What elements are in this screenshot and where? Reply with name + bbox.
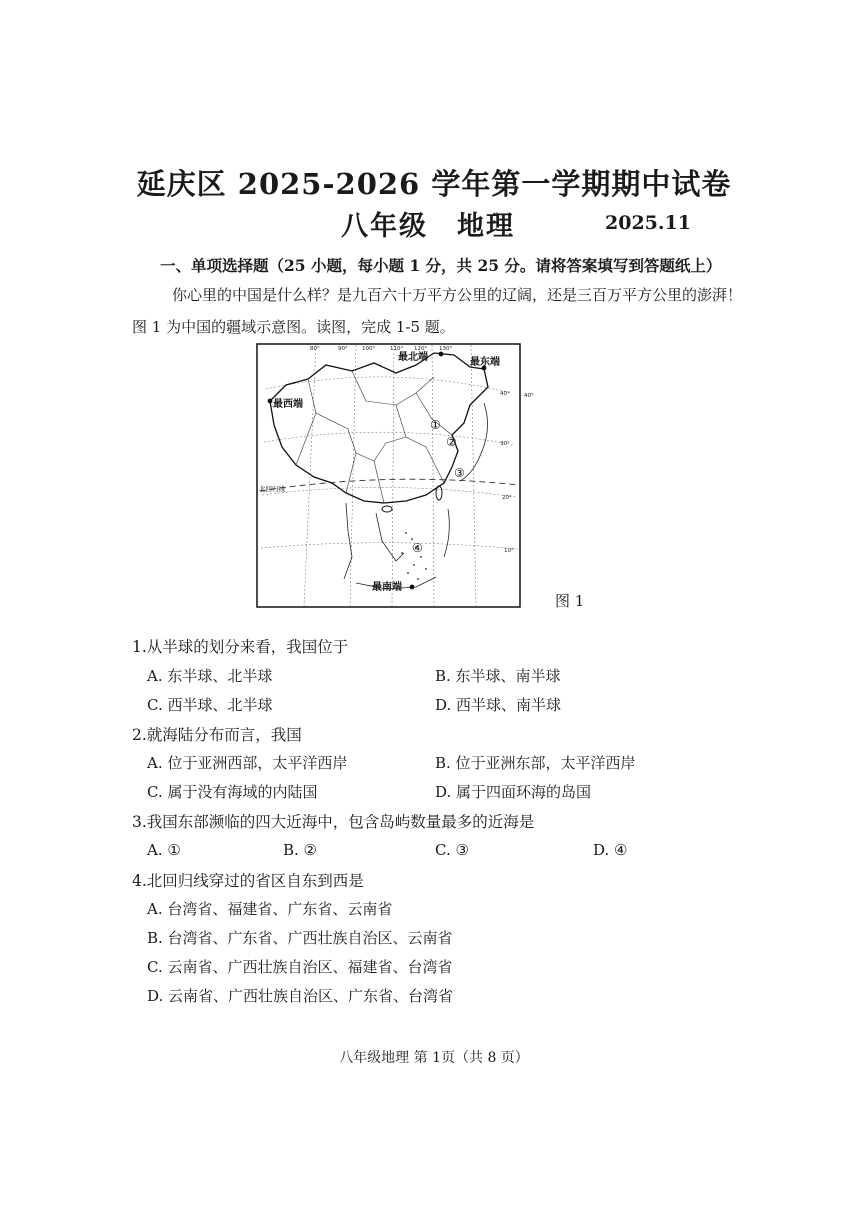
lat-label: 20°: [502, 495, 512, 501]
option-a: A. 台湾省、福建省、广东省、云南省: [147, 900, 393, 918]
option-c: C. 西半球、北半球: [147, 696, 273, 714]
figure-instruction: 图 1 为中国的疆域示意图。读图，完成 1-5 题。: [132, 318, 455, 336]
option-b: B. 台湾省、广东省、广西壮族自治区、云南省: [147, 929, 453, 947]
east-point-label: 最东端: [470, 357, 500, 368]
figure-caption: 图 1: [555, 592, 585, 610]
option-c: C. ③: [435, 841, 469, 859]
option-d: D. 属于四面环海的岛国: [435, 783, 592, 801]
lon-label: 80°: [310, 346, 320, 352]
lon-label: 110°: [390, 346, 404, 352]
south-point-label: 最南端: [372, 582, 402, 593]
question-stem: 4.北回归线穿过的省区自东到西是: [132, 872, 364, 890]
tropic-label: 北回归线: [259, 485, 285, 493]
china-territory-map: [256, 343, 534, 608]
option-d: D. 云南省、广西壮族自治区、广东省、台湾省: [147, 987, 454, 1005]
section-heading: 一、单项选择题（25 小题，每小题 1 分，共 25 分。请将答案填写到答题纸上）: [160, 256, 722, 275]
option-c: C. 云南省、广西壮族自治区、福建省、台湾省: [147, 958, 453, 976]
lon-label: 100°: [362, 346, 376, 352]
exam-date: 2025.11: [605, 212, 691, 234]
south-point-marker: [410, 585, 415, 590]
lon-label: 90°: [338, 346, 348, 352]
option-a: A. 位于亚洲西部，太平洋西岸: [147, 754, 348, 772]
lon-label: 120°: [414, 346, 428, 352]
option-a: A. 东半球、北半球: [147, 667, 273, 685]
north-point-marker: [439, 352, 444, 357]
sea-marker-1: ①: [430, 418, 441, 432]
lat-label: 40°: [524, 393, 534, 399]
lat-label: 30°: [500, 441, 510, 447]
north-point-label: 最北端: [398, 352, 428, 363]
question-stem: 2.就海陆分布而言，我国: [132, 726, 302, 744]
option-a: A. ①: [147, 841, 181, 859]
sea-marker-2: ②: [446, 435, 457, 449]
page-footer: 八年级地理 第 1页（共 8 页）: [339, 1050, 529, 1066]
sea-marker-3: ③: [454, 466, 465, 480]
question-stem: 3.我国东部濒临的四大近海中，包含岛屿数量最多的近海是: [132, 813, 535, 831]
intro-text: 你心里的中国是什么样？是九百六十万平方公里的辽阔，还是三百万平方公里的澎湃！: [172, 286, 743, 304]
option-b: B. 东半球、南半球: [435, 667, 561, 685]
option-d: D. ④: [593, 841, 628, 859]
option-d: D. 西半球、南半球: [435, 696, 562, 714]
option-b: B. ②: [283, 841, 318, 859]
option-c: C. 属于没有海域的内陆国: [147, 783, 318, 801]
lon-label: 130°: [439, 346, 453, 352]
question-stem: 1.从半球的划分来看，我国位于: [132, 638, 349, 656]
grade-subject: 八年级 地理: [341, 211, 515, 242]
lat-label: 10°: [504, 548, 514, 554]
exam-title: 延庆区 2025-2026 学年第一学期期中试卷: [136, 167, 732, 201]
option-b: B. 位于亚洲东部，太平洋西岸: [435, 754, 636, 772]
sea-marker-4: ④: [412, 541, 423, 555]
west-point-label: 最西端: [273, 399, 303, 410]
lat-label: 40°: [500, 391, 510, 397]
west-point-marker: [268, 399, 273, 404]
